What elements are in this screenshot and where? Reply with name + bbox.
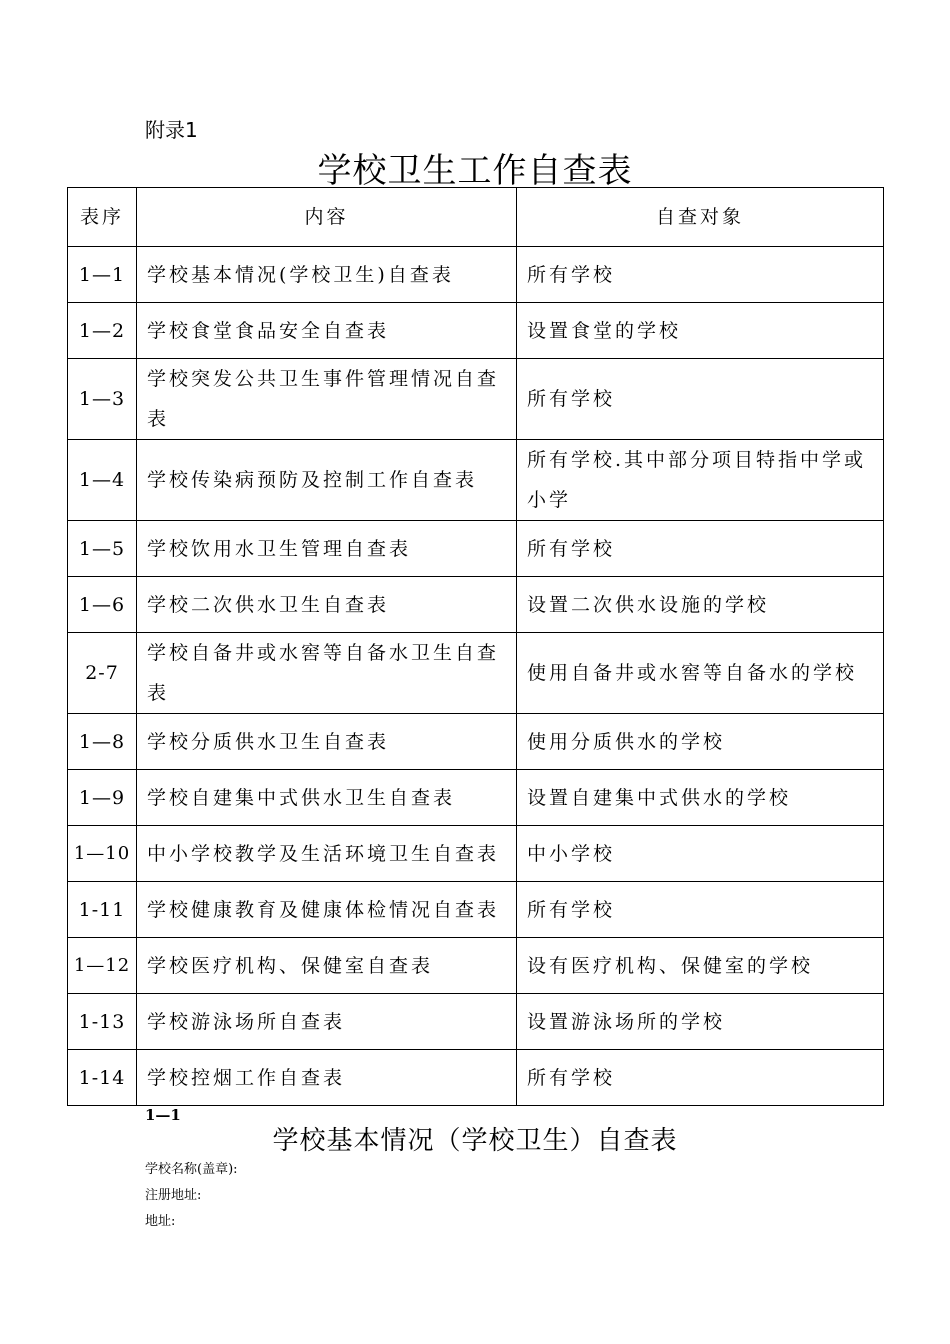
row-target: 使用分质供水的学校 <box>517 714 884 770</box>
row-seq: 1—2 <box>68 303 137 359</box>
row-target: 设置自建集中式供水的学校 <box>517 770 884 826</box>
row-target: 所有学校 <box>517 247 884 303</box>
row-content: 学校游泳场所自查表 <box>137 994 517 1050</box>
registered-address-field-label: 注册地址: <box>145 1188 202 1203</box>
row-seq: 1—4 <box>68 440 137 521</box>
table-row <box>68 440 884 521</box>
row-content: 学校自备井或水窖等自备水卫生自查表 <box>137 633 517 714</box>
row-seq: 1-13 <box>68 994 137 1050</box>
self-check-index-table <box>67 187 884 1106</box>
section-title: 学校基本情况（学校卫生）自查表 <box>272 1126 678 1156</box>
table-row <box>68 303 884 359</box>
row-seq: 2-7 <box>68 633 137 714</box>
table-row <box>68 882 884 938</box>
row-target: 设置食堂的学校 <box>517 303 884 359</box>
row-content: 学校食堂食品安全自查表 <box>137 303 517 359</box>
table-row <box>68 994 884 1050</box>
row-content: 学校基本情况(学校卫生)自查表 <box>137 247 517 303</box>
table-header-row <box>68 188 884 247</box>
row-content: 学校健康教育及健康体检情况自查表 <box>137 882 517 938</box>
row-target: 所有学校 <box>517 882 884 938</box>
address-field-label: 地址: <box>145 1214 176 1229</box>
row-seq: 1—9 <box>68 770 137 826</box>
row-seq: 1—1 <box>68 247 137 303</box>
section-seq: 1—1 <box>145 1106 181 1124</box>
row-seq: 1—12 <box>68 938 137 994</box>
row-seq: 1—10 <box>68 826 137 882</box>
row-seq: 1—3 <box>68 359 137 440</box>
row-content: 学校控烟工作自查表 <box>137 1050 517 1106</box>
row-seq: 1-11 <box>68 882 137 938</box>
table-row <box>68 714 884 770</box>
row-target: 所有学校 <box>517 521 884 577</box>
table-row <box>68 770 884 826</box>
table-row <box>68 633 884 714</box>
row-seq: 1—6 <box>68 577 137 633</box>
row-target: 所有学校 <box>517 359 884 440</box>
school-name-field-label: 学校名称(盖章): <box>145 1162 238 1177</box>
table-row <box>68 938 884 994</box>
row-content: 学校突发公共卫生事件管理情况自查表 <box>137 359 517 440</box>
row-target: 所有学校.其中部分项目特指中学或小学 <box>517 440 884 521</box>
row-content: 学校饮用水卫生管理自查表 <box>137 521 517 577</box>
row-content: 中小学校教学及生活环境卫生自查表 <box>137 826 517 882</box>
row-target: 设置二次供水设施的学校 <box>517 577 884 633</box>
appendix-label: 附录1 <box>145 118 198 142</box>
table-row <box>68 521 884 577</box>
page-title: 学校卫生工作自查表 <box>317 151 633 191</box>
table-row <box>68 1050 884 1106</box>
column-header-seq: 表序 <box>68 188 137 247</box>
row-content: 学校自建集中式供水卫生自查表 <box>137 770 517 826</box>
row-target: 设有医疗机构、保健室的学校 <box>517 938 884 994</box>
table-row <box>68 247 884 303</box>
row-seq: 1—8 <box>68 714 137 770</box>
table-row <box>68 359 884 440</box>
table-row <box>68 826 884 882</box>
row-content: 学校分质供水卫生自查表 <box>137 714 517 770</box>
row-target: 使用自备井或水窖等自备水的学校 <box>517 633 884 714</box>
row-target: 设置游泳场所的学校 <box>517 994 884 1050</box>
row-seq: 1-14 <box>68 1050 137 1106</box>
column-header-content: 内容 <box>137 188 517 247</box>
table-row <box>68 577 884 633</box>
row-content: 学校传染病预防及控制工作自查表 <box>137 440 517 521</box>
row-content: 学校二次供水卫生自查表 <box>137 577 517 633</box>
row-content: 学校医疗机构、保健室自查表 <box>137 938 517 994</box>
row-target: 中小学校 <box>517 826 884 882</box>
column-header-target: 自查对象 <box>517 188 884 247</box>
row-seq: 1—5 <box>68 521 137 577</box>
row-target: 所有学校 <box>517 1050 884 1106</box>
